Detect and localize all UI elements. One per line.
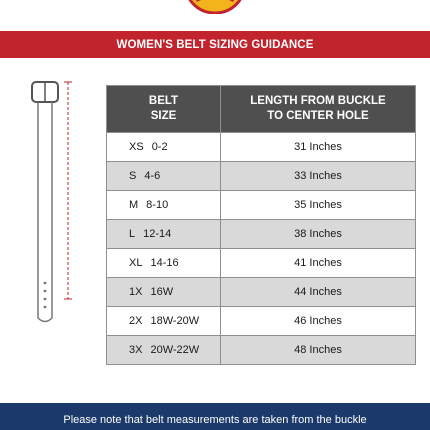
table-row [107,191,416,220]
size-cell [107,278,221,307]
length-cell: 44 Inches [221,278,416,307]
length-cell: 31 Inches [221,133,416,162]
table-row [107,133,416,162]
belt-size-header [107,86,221,133]
size-range: 16W [150,286,174,298]
title-banner [0,31,430,58]
size-range: 18W-20W [150,315,200,327]
size-cell [107,336,221,365]
brand-logo-icon [185,0,245,14]
size-range: 14-16 [150,257,179,269]
footer-note: Please note that belt measurements are taken from the buckle [63,414,367,426]
length-header [221,86,416,133]
length-cell: 46 Inches [221,307,416,336]
length-cell: 35 Inches [221,191,416,220]
size-range: 0-2 [151,141,168,153]
size-range: 8-10 [146,199,169,211]
length-cell: 33 Inches [221,162,416,191]
size-range: 4-6 [144,170,161,182]
footer-note-bar [0,403,430,430]
table-row [107,336,416,365]
length-header-text: LENGTH FROM BUCKLE TO CENTER HOLE [250,95,386,122]
size-cell [107,191,221,220]
table-row [107,220,416,249]
table-row [107,249,416,278]
size-code: 1X [129,286,143,298]
size-cell [107,133,221,162]
size-cell [107,307,221,336]
belt-size-header-text: BELT SIZE [148,95,179,122]
size-cell [107,162,221,191]
size-range: 20W-22W [150,344,200,356]
table-header-row [107,86,416,133]
size-code: XL [129,257,143,269]
size-cell [107,249,221,278]
belt-diagram-icon [24,78,78,326]
size-range: 12-14 [143,228,172,240]
table-row [107,307,416,336]
size-chart-table [106,85,416,365]
table-row [107,278,416,307]
size-code: 2X [129,315,143,327]
size-cell [107,220,221,249]
size-code: L [129,228,136,240]
size-code: XS [129,141,144,153]
size-code: S [129,170,137,182]
table-row [107,162,416,191]
size-code: 3X [129,344,143,356]
length-cell: 41 Inches [221,249,416,278]
length-cell: 48 Inches [221,336,416,365]
size-code: M [129,199,139,211]
length-cell: 38 Inches [221,220,416,249]
page-title: WOMEN'S BELT SIZING GUIDANCE [116,38,314,51]
